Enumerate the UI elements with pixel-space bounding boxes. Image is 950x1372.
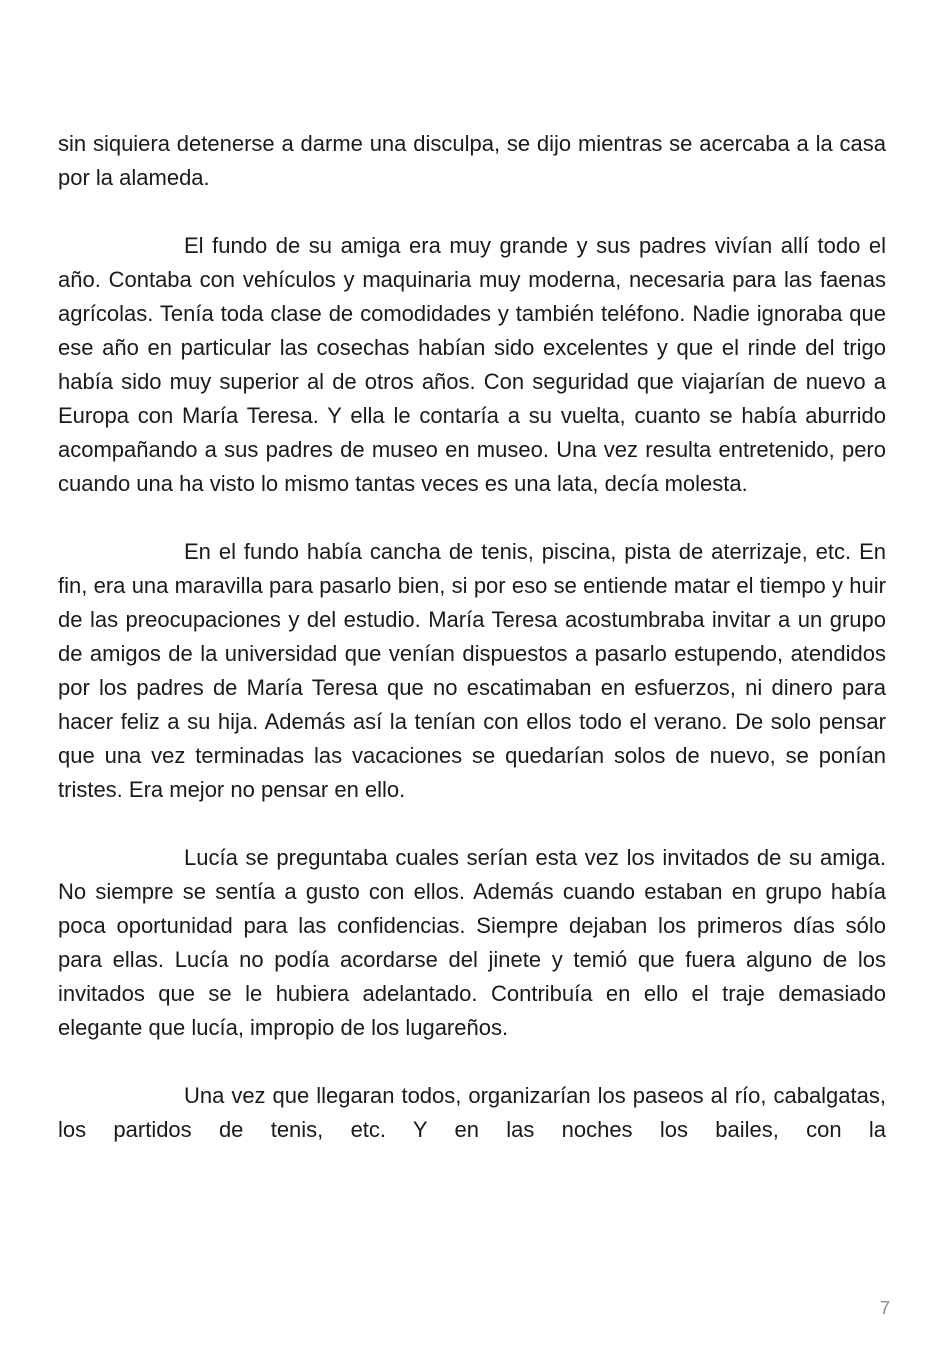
- paragraph-1: sin siquiera detenerse a darme una disculpa, se dijo mientras se acercaba a la casa por la alameda.: [58, 131, 886, 190]
- paragraph-3: En el fundo había cancha de tenis, piscina, pista de aterrizaje, etc. En fin, era una maravilla para pasarlo bien, si por eso se entiende matar el tiempo y huir de las preocupaciones y del estudio. María Teresa acostumbraba invitar a un grupo de amigos de la universidad que venían dispuestos a pasarlo estupendo, atendidos por los padres de María Teresa que no escatimaban en esfuerzos, ni dinero para hacer feliz a su hija. Además así la tenían con ellos todo el verano. De solo pensar que una vez terminadas las vacaciones se quedarían solos de nuevo, se ponían tristes. Era mejor no pensar en ello.: [58, 539, 886, 802]
- page-number: 7: [879, 1298, 890, 1318]
- paragraph-4: Lucía se preguntaba cuales serían esta vez los invitados de su amiga. No siempre se sentía a gusto con ellos. Además cuando estaban en grupo había poca oportunidad para las confidencias. Siempre dejaban los primeros días sólo para ellas. Lucía no podía acordarse del jinete y temió que fuera alguno de los invitados que se le hubiera adelantado. Contribuía en ello el traje demasiado elegante que lucía, impropio de los lugareños.: [58, 845, 886, 1040]
- page-body-text: [58, 127, 886, 1147]
- paragraph-5: Una vez que llegaran todos, organizarían los paseos al río, cabalgatas, los partidos de tenis, etc. Y en las noches los bailes, con la: [58, 1083, 886, 1142]
- paragraph-2: El fundo de su amiga era muy grande y sus padres vivían allí todo el año. Contaba con vehículos y maquinaria muy moderna, necesaria para las faenas agrícolas. Tenía toda clase de comodidades y también teléfono. Nadie ignoraba que ese año en particular las cosechas habían sido excelentes y que el rinde del trigo había sido muy superior al de otros años. Con seguridad que viajarían de nuevo a Europa con María Teresa. Y ella le contaría a su vuelta, cuanto se había aburrido acompañando a sus padres de museo en museo. Una vez resulta entretenido, pero cuando una ha visto lo mismo tantas veces es una lata, decía molesta.: [58, 233, 886, 496]
